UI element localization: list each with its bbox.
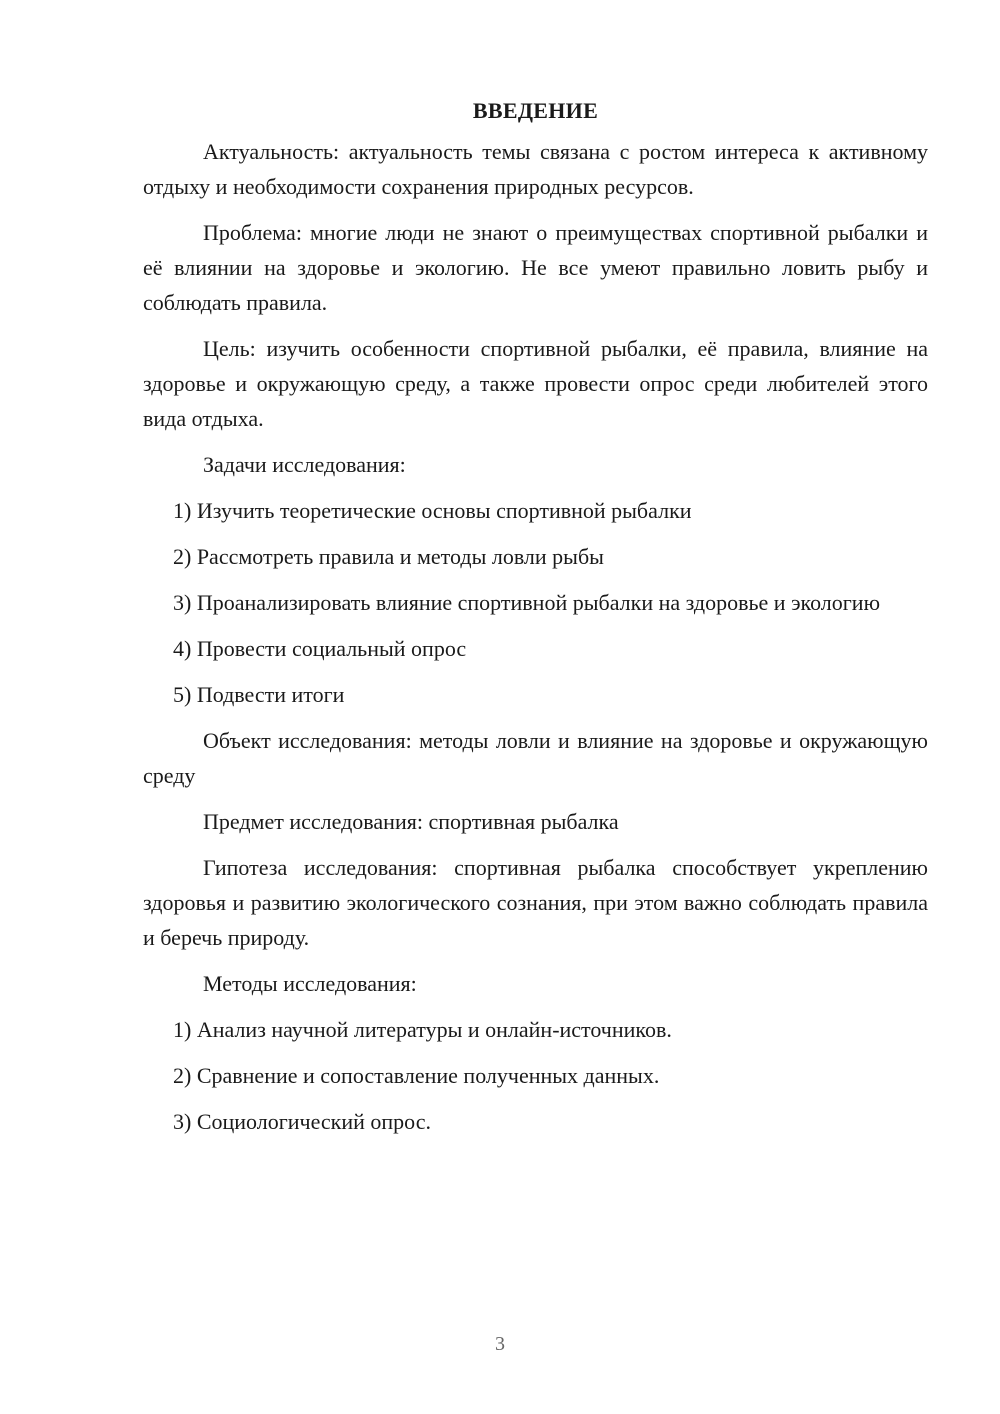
task-item: 1) Изучить теоретические основы спортивной рыбалки (173, 498, 692, 523)
problem-paragraph: Проблема: многие люди не знают о преимуществах спортивной рыбалки и её влиянии на здоровье и экологию. Не все умеют правильно ловить рыбу и соблюдать правила. (143, 220, 928, 315)
hypothesis-paragraph: Гипотеза исследования: спортивная рыбалка способствует укреплению здоровья и развитию экологического сознания, при этом важно соблюдать правила и беречь природу. (143, 855, 928, 950)
relevance-paragraph: Актуальность: актуальность темы связана с ростом интереса к активному отдыху и необходимости сохранения природных ресурсов. (143, 139, 928, 199)
task-item: 4) Провести социальный опрос (173, 636, 467, 661)
section-title: ВВЕДЕНИЕ (472, 98, 599, 123)
page-number: 3 (495, 1333, 505, 1355)
task-item: 2) Рассмотреть правила и методы ловли рыбы (173, 544, 604, 569)
method-item: 3) Социологический опрос. (173, 1109, 431, 1134)
goal-paragraph: Цель: изучить особенности спортивной рыбалки, её правила, влияние на здоровье и окружающую среду, а также провести опрос среди любителей этого вида отдыха. (143, 336, 928, 431)
method-item: 1) Анализ научной литературы и онлайн-источников. (173, 1017, 672, 1042)
methods-heading: Методы исследования: (203, 971, 417, 996)
subject-paragraph: Предмет исследования: спортивная рыбалка (203, 809, 619, 834)
document-body (143, 94, 928, 1150)
task-item: 3) Проанализировать влияние спортивной рыбалки на здоровье и экологию (173, 590, 881, 615)
object-paragraph: Объект исследования: методы ловли и влияние на здоровье и окружающую среду (143, 728, 928, 788)
task-item: 5) Подвести итоги (173, 682, 345, 707)
tasks-heading: Задачи исследования: (203, 452, 406, 477)
method-item: 2) Сравнение и сопоставление полученных данных. (173, 1063, 660, 1088)
